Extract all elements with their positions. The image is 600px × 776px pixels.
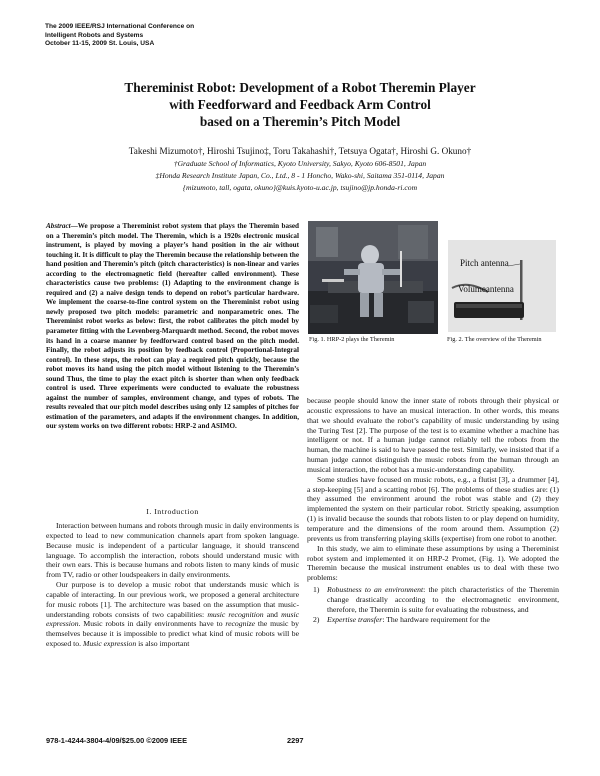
text-run: . Music robots in daily environments have to [78, 619, 226, 629]
intro-paragraph: Interaction between humans and robots through music in daily environments is expected to lead to new communication channels apart from spoken language. Because music is independent of a particular language, it should transcend language. To accomplish the interaction, robots should understand music with their own ears. This is because humans and robots listen to many kinds of music from TV, radio or other loudspeakers in daily environments. [46, 521, 299, 580]
body-paragraph: because people should know the inner state of robots through their physical or acoustic expressions to have an musical interaction. In other words, this means that we should evaluate the robot’s capability of music understanding by using the Turing Test [2]. The purpose of the test is to examine whether a machine has intelligent or not. If a human judge cannot reliably tell the robots from the human, the machine is said to have passed the test. Similarly, we insisted that if a human judge cannot distinguish the music robots from the human through an musical interaction, the robot has a music-understanding capability. [307, 396, 559, 474]
title-line-3: based on a Theremin’s Pitch Model [199, 114, 401, 130]
emphasis: Robustness to an environment [327, 585, 424, 595]
page-number: 2297 [287, 736, 304, 745]
abstract-text: —We propose a Thereminist robot system that plays the Theremin based on a Theremin’s pitch model. The Theremin, which is a 1920s electronic musical instrument, is played by moving a player’s hand position in the air without touching it. It is difficult to play the Theremin because the relationship between the hand position and Theremin’s pitch (pitch characteristics) is non-linear and varies according to the electromagnetic field (hereafter called environment). These characteristics cause two problems: (1) Adapting to the environment change is required and (2) a naive design tends to depend on robot’s particular hardware. We implement the coarse-to-fine control system on the Thereminist robot using newly proposed two pitch models: parametric and nonparametric ones. The Thereminist robot works as below: first, the robot calibrates the pitch model by parameter fitting with the Levenberg-Marquardt method. Second, the robot moves its hand in a coarse manner by feedforward control based on the pitch model. Finally, the robot adjusts its position by feedback control (Proportional-Integral control). In these steps, the robot can play a required pitch quickly, because the robot moves its hand using the pitch model without listening to the Theremin’s sound Thus, the time to play the exact pitch is shorter than when only feedback control is used. Three experiments were conducted to evaluate the robustness against the number of samples, environment change, and types of robots. The results revealed that our pitch model describes using only 12 samples of pitches for estimation of the parameters, and adapts if the environment changes. In addition, our system works on two different robots: HRP-2 and ASIMO. [46, 222, 299, 431]
right-column-text [307, 396, 559, 624]
list-item [307, 615, 559, 625]
body-paragraph: In this study, we aim to eliminate these assumptions by using a Thereminist robot system and implemented it on HRP-2 Promet, (Fig. 1). We adopted the Theremin because the musical instrument enables us to deal with these two problems: [307, 543, 559, 583]
hrp2-theremin-photo-icon [308, 221, 438, 334]
section-heading-introduction: I. Introduction [146, 507, 199, 516]
abstract [46, 222, 299, 432]
figure-1-photo [308, 221, 438, 334]
text-run: Our purpose is to develop a music robot that understands music which is capable of interacting. In our previous work, we proposed a general architecture for music robots [1]. The architecture was based on the assumption that music-understanding robots consists of two capabilities: [46, 580, 299, 619]
text-run: is also important [136, 639, 190, 649]
title-line-2: with Feedforward and Feedback Arm Control [169, 97, 431, 113]
list-text: : The hardware requirement for the [382, 614, 490, 624]
emphasis: music recognition [207, 609, 264, 619]
body-paragraph: Some studies have focused on music robots, e.g., a flutist [3], a drummer [4], a step-keeping [5] and a scatting robot [6]. The problems of these studies are: (1) they assumed the environment around the robot was stable and (2) they implemented the system on their particular robot. Strictly speaking, assumption (1) is invalid because the sounds that robots listen to or play depend on humidity, temperature and the dimensions of the room around them. Assumption (2) prevents us from transferring playing skills (expertise) from one robot to another. [307, 474, 559, 543]
list-item [307, 585, 559, 615]
text-run: and [263, 609, 282, 619]
figure-1-caption: Fig. 1. HRP-2 plays the Theremin [309, 336, 395, 343]
list-number: 2) [313, 614, 320, 624]
affiliation-kyoto: †Graduate School of Informatics, Kyoto University, Sakyo, Kyoto 606-8501, Japan [173, 159, 427, 168]
abstract-label: Abstract [46, 222, 71, 230]
affiliation-honda: ‡Honda Research Institute Japan, Co., Ltd., 8 - 1 Honcho, Wako-shi, Saitama 351-0114, Japan [155, 171, 445, 180]
emphasis: Music expression [82, 639, 137, 649]
list-number: 1) [313, 585, 320, 595]
intro-paragraph [46, 580, 299, 649]
figure-2-photo [448, 240, 556, 332]
emphasis: recognize [225, 619, 256, 629]
pitch-antenna-label: Pitch antenna [460, 258, 509, 268]
paper-title [40, 79, 560, 131]
introduction-text [46, 521, 299, 649]
emphasis: music expression [46, 609, 299, 629]
title-line-1: Thereminist Robot: Development of a Robot Theremin Player [124, 80, 476, 95]
text-run: the music by themselves because it is impossible to predict what kind of music robots will be exposed to. [46, 619, 299, 649]
author-list: Takeshi Mizumoto†, Hiroshi Tsujino‡, Toru Takahashi†, Tetsuya Ogata†, Hiroshi G. Okuno† [128, 146, 472, 156]
author-emails: {mizumoto, tall, ogata, okuno}@kuis.kyoto-u.ac.jp, tsujino@jp.honda-ri.com [182, 183, 418, 192]
figure-2-caption: Fig. 2. The overview of the Theremin [447, 336, 542, 343]
volume-antenna-label: Volumeantenna [458, 284, 514, 294]
emphasis: Expertise transfer [327, 614, 383, 624]
conference-header: The 2009 IEEE/RSJ International Conference on Intelligent Robots and Systems October 11-15, 2009 St. Louis, USA [45, 23, 195, 48]
problem-list [307, 585, 559, 624]
footer-isbn: 978-1-4244-3804-4/09/$25.00 ©2009 IEEE [46, 736, 188, 745]
list-text: : the pitch characteristics of the Theremin change drastically according to the electromagnetic environment, therefore, the Theremin is suite for evaluating the robustness, and [327, 585, 559, 614]
